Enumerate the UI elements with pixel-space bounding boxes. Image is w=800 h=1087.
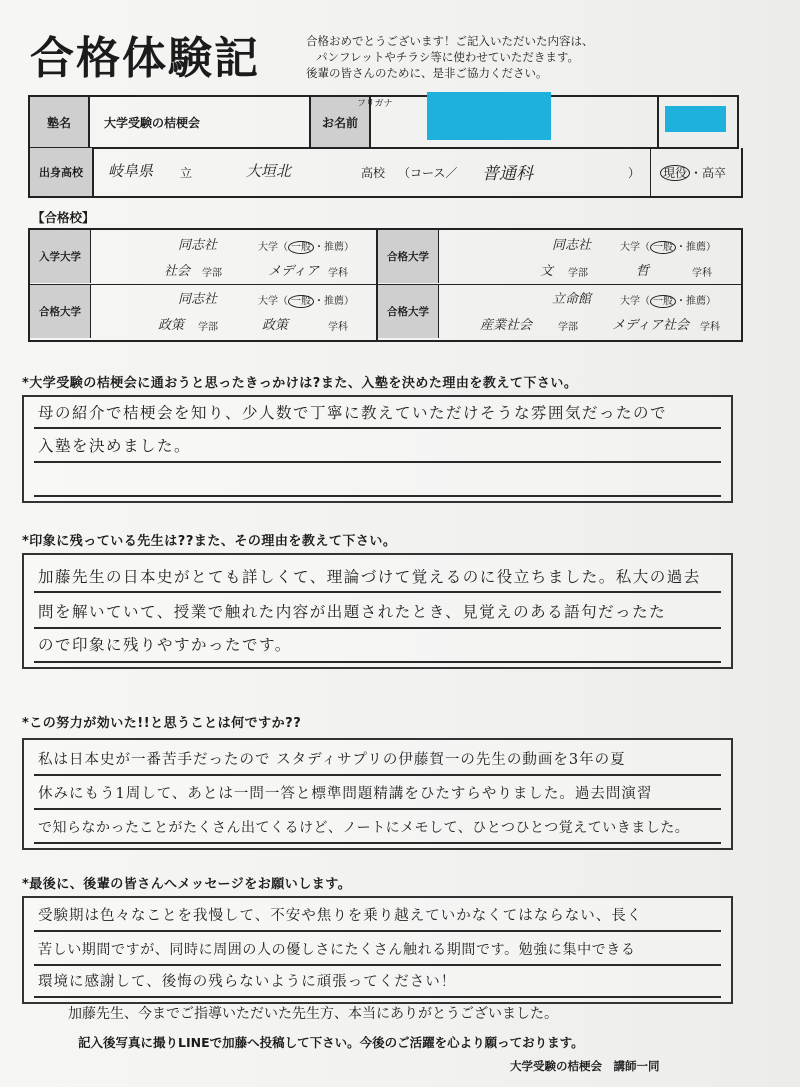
ippan-circled: 一般	[650, 295, 676, 308]
dept: メディア社会	[612, 318, 689, 333]
rule-line	[34, 427, 721, 429]
juku-name: 大学受験の桔梗会	[89, 96, 310, 148]
school-name: 大垣北	[246, 162, 292, 180]
answer-box-2	[22, 553, 733, 669]
rule-line	[34, 842, 721, 844]
faculty: 産業社会	[480, 318, 533, 333]
question-1: *大学受験の桔梗会に通おうと思ったきっかけは?また、入塾を決めた理由を教えて下さい。	[22, 376, 578, 391]
univ-name: 同志社	[552, 238, 592, 253]
name-label: お名前	[310, 96, 370, 148]
course-suffix: ）	[628, 166, 641, 180]
answer-box-4	[22, 896, 733, 1004]
footer-instruction: 記入後写真に撮りLINEで加藤へ投稿して下さい。今後のご活躍を心より願っております。	[78, 1035, 584, 1050]
ritsu: 立	[180, 166, 193, 180]
juku-label: 塾名	[29, 96, 89, 148]
koko: 高校	[361, 166, 386, 180]
dept: メディア	[268, 264, 319, 279]
kousotsu: 高卒	[702, 166, 727, 180]
univ-name: 同志社	[178, 238, 218, 253]
footer-signature: 大学受験の桔梗会 講師一同	[510, 1059, 660, 1073]
genneki-circled: 現役	[660, 165, 690, 181]
univ-name: 立命館	[552, 292, 592, 307]
course: 普通科	[482, 164, 533, 184]
gakka: 学科	[692, 268, 712, 279]
univ-name: 同志社	[178, 292, 218, 307]
hs-label: 出身高校	[30, 148, 94, 196]
page-title: 合格体験記	[30, 33, 260, 84]
dot: ・	[690, 166, 703, 180]
notice-line: 合格おめでとうございます！ご記入いただいた内容は、	[306, 34, 594, 48]
gakubu: 学部	[202, 268, 222, 279]
suisen: ・推薦）	[314, 242, 354, 253]
rule-line	[34, 627, 721, 629]
section-title-passed: 【合格校】	[32, 210, 95, 225]
answer-line: で知らなかったことがたくさん出てくるけど、ノートにメモして、ひとつひとつ覚えていきました。	[38, 820, 690, 836]
ippan-circled: 一般	[650, 241, 676, 254]
divider	[650, 148, 651, 196]
univ-type	[258, 292, 354, 307]
univ-suffix: 大学（	[620, 242, 650, 253]
univ-type	[620, 292, 716, 307]
answer-line: 加藤先生の日本史がとても詳しくて、理論づけて覚えるのに役立ちました。私大の過去	[38, 568, 701, 586]
rule-line	[34, 930, 721, 932]
answer-box-3	[22, 738, 733, 850]
rule-line	[34, 591, 721, 593]
answer-line: ので印象に残りやすかったです。	[38, 636, 292, 654]
answer-line: 受験期は色々なことを我慢して、不安や焦りを乗り越えていかなくてはならない、長く	[38, 908, 643, 924]
answer-line: 環境に感謝して、後悔の残らないように頑張ってください！	[38, 974, 457, 990]
highschool-row	[28, 148, 743, 198]
ippan-circled: 一般	[288, 241, 314, 254]
notice-line: パンフレットやチラシ等に使わせていただきます。	[316, 50, 580, 64]
answer-line: 母の紹介で桔梗会を知り、少人数で丁寧に教えていただけそうな雰囲気だったので	[38, 404, 668, 422]
gakubu: 学部	[568, 268, 588, 279]
rule-line	[34, 661, 721, 663]
suisen: ・推薦）	[314, 296, 354, 307]
question-3: *この努力が効いた!!と思うことは何ですか??	[22, 716, 302, 731]
question-2: *印象に残っている先生は??また、その理由を教えて下さい。	[22, 534, 397, 549]
answer-line: 苦しい期間ですが、同時に周囲の人の優しさにたくさん触れる期間です。勉強に集中できる	[38, 942, 636, 958]
dept: 政策	[262, 318, 289, 333]
answer-box-1	[22, 395, 733, 503]
course-prefix: （コース／	[398, 166, 458, 180]
entry-label: 合格大学	[378, 230, 439, 283]
faculty: 文	[540, 264, 554, 279]
gakka: 学科	[328, 322, 348, 333]
univ-type	[258, 238, 354, 253]
suisen: ・推薦）	[676, 296, 716, 307]
univ-suffix: 大学（	[620, 296, 650, 307]
univ-type	[620, 238, 716, 253]
furigana-label: フリガナ	[357, 99, 393, 109]
gakka: 学科	[700, 322, 720, 333]
extra-redaction	[665, 106, 726, 132]
answer-line: 入塾を決めました。	[38, 437, 192, 455]
rule-line	[34, 964, 721, 966]
prefecture: 岐阜県	[108, 162, 154, 180]
univ-suffix: 大学（	[258, 296, 288, 307]
entry-label: 合格大学	[378, 285, 439, 338]
rule-line	[34, 774, 721, 776]
rule-line	[34, 495, 721, 497]
faculty: 社会	[164, 264, 191, 279]
gakubu: 学部	[558, 322, 578, 333]
gakka: 学科	[328, 268, 348, 279]
question-4: *最後に、後輩の皆さんへメッセージをお願いします。	[22, 877, 352, 892]
passed-grid	[28, 228, 743, 342]
suisen: ・推薦）	[676, 242, 716, 253]
thanks-note: 加藤先生、今までご指導いただいた先生方、本当にありがとうございました。	[68, 1006, 558, 1022]
answer-line: 私は日本史が一番苦手だったので スタディサプリの伊藤賀一の先生の動画を3年の夏	[38, 752, 626, 768]
ippan-circled: 一般	[288, 295, 314, 308]
gakubu: 学部	[198, 322, 218, 333]
univ-suffix: 大学（	[258, 242, 288, 253]
dept: 哲	[636, 264, 650, 279]
faculty: 政策	[158, 318, 185, 333]
rule-line	[34, 461, 721, 463]
entry-label: 合格大学	[30, 285, 91, 338]
answer-line: 休みにもう1周して、あとは一問一答と標準問題精講をひたすらやりました。過去問演習	[38, 786, 653, 802]
name-redaction	[427, 92, 551, 140]
rule-line	[34, 808, 721, 810]
status	[660, 164, 726, 181]
notice	[306, 33, 594, 81]
entry-label: 入学大学	[30, 230, 91, 283]
notice-line: 後輩の皆さんのために、是非ご協力ください。	[306, 66, 548, 80]
rule-line	[34, 996, 721, 998]
answer-line: 問を解いていて、授業で触れた内容が出題されたとき、見覚えのある語句だったた	[38, 603, 667, 621]
